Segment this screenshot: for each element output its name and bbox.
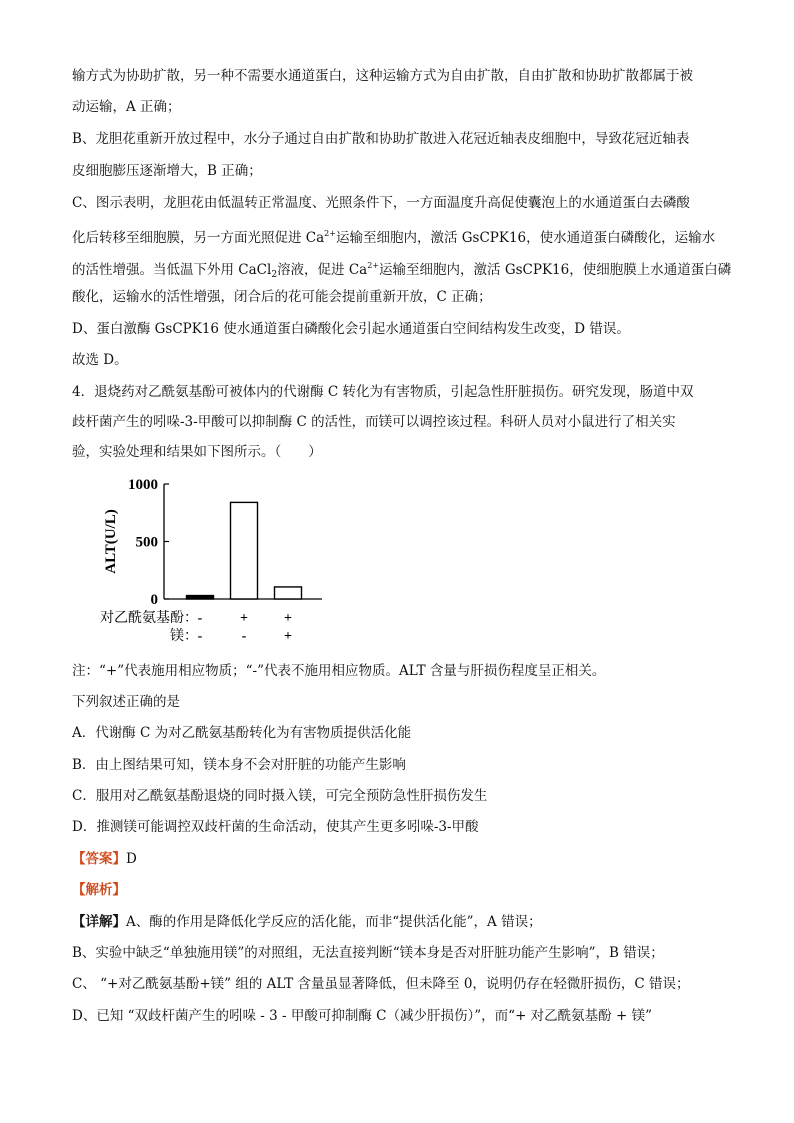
analysis-label: 【解析】	[72, 882, 126, 898]
detail-line: B、实验中缺乏“单独施用镁”的对照组，无法直接判断“镁本身是否对肝脏功能产生影响”，B 错误；	[72, 945, 664, 961]
paragraph-text: 运输至细胞内，激活 GsCPK16，使细胞膜上水通道蛋白磷	[379, 262, 732, 278]
option-c: C．服用对乙酰氨基酚退烧的同时摄入镁，可完全预防急性肝损伤发生	[72, 788, 488, 804]
sign-acetaminophen: +	[240, 611, 248, 626]
option-d: D．推测镁可能调控双歧杆菌的生命活动，使其产生更多吲哚-3-甲酸	[72, 819, 479, 835]
sign-magnesium: +	[284, 629, 292, 644]
paragraph-line: 输方式为协助扩散，另一种不需要水通道蛋白，这种运输方式为自由扩散，自由扩散和协助扩散都属于被	[72, 68, 693, 84]
paragraph-line: 动运输，A 正确；	[72, 99, 181, 115]
paragraph-line: B、龙胆花重新开放过程中，水分子通过自由扩散和协助扩散进入花冠近轴表皮细胞中，导致花冠近轴表	[72, 131, 690, 147]
paragraph-text: 运输至细胞内，激活 GsCPK16，使水通道蛋白磷酸化，运输水	[335, 230, 716, 246]
detail-line: D、已知 “双歧杆菌产生的吲哚 - 3 - 甲酸可抑制酶 C（减少肝损伤）”，而“+ 对乙酰氨基酚 + 镁”	[72, 1008, 652, 1024]
prompt-line: 下列叙述正确的是	[72, 694, 180, 710]
y-tick-label: 1000	[128, 477, 158, 493]
sign-magnesium: -	[197, 629, 203, 644]
analysis-line	[72, 880, 126, 900]
detail-text: A、酶的作用是降低化学反应的活化能，而非“提供活化能”，A 错误；	[126, 914, 542, 930]
paragraph-line: C、图示表明，龙胆花由低温转正常温度、光照条件下，一方面温度升高促使囊泡上的水通道蛋白去磷酸	[72, 195, 690, 211]
row-label-acetaminophen: 对乙酰氨基酚：	[100, 611, 198, 626]
option-b: B．由上图结果可知，镁本身不会对肝脏的功能产生影响	[72, 757, 406, 773]
question-line: 验，实验处理和结果如下图所示。（ ）	[72, 444, 322, 460]
option-a: A．代谢酶 C 为对乙酰氨基酚转化为有害物质提供活化能	[72, 725, 412, 741]
answer-line	[72, 849, 137, 869]
paragraph-line: 故选 D。	[72, 352, 128, 368]
note-line: 注：“+”代表施用相应物质；“-”代表不施用相应物质。ALT 含量与肝损伤程度呈正相关。	[72, 663, 606, 679]
answer-label: 【答案】	[72, 851, 126, 867]
y-tick-label: 500	[135, 534, 158, 551]
sign-magnesium: -	[241, 629, 247, 644]
paragraph-text: 溶液，促进 Ca	[277, 262, 368, 278]
detail-line: C、 “+对乙酰氨基酚+镁” 组的 ALT 含量虽显著降低，但未降至 0，说明仍存在轻微肝损伤，C 错误；	[72, 976, 690, 992]
answer-value: D	[126, 851, 137, 867]
paragraph-line: 酸化，运输水的活性增强，闭合后的花可能会提前重新开放，C 正确；	[72, 289, 492, 305]
detail-label: 【详解】	[72, 914, 126, 930]
sign-acetaminophen: -	[197, 611, 203, 626]
subscript: 2	[271, 270, 278, 280]
detail-line	[72, 912, 542, 932]
paragraph-line	[72, 224, 715, 248]
alt-bar-chart	[72, 470, 372, 650]
paragraph-line: D、蛋白激酶 GsCPK16 使水通道蛋白磷酸化会引起水通道蛋白空间结构发生改变，D 错误。	[72, 321, 630, 337]
chart-svg	[72, 470, 372, 650]
paragraph-text: 化后转移至细胞膜，另一方面光照促进 Ca	[72, 230, 325, 246]
sign-acetaminophen: +	[284, 611, 292, 626]
y-axis-label: ALT(U/L)	[103, 509, 119, 574]
paragraph-line: 皮细胞膨压逐渐增大，B 正确；	[72, 163, 262, 179]
row-label-magnesium: 镁：	[170, 629, 198, 644]
question-line: 歧杆菌产生的吲哚-3-甲酸可以抑制酶 C 的活性，而镁可以调控该过程。科研人员对小鼠进行了相关实	[72, 414, 676, 430]
bar	[187, 596, 214, 599]
bar	[275, 587, 302, 599]
superscript: 2+	[324, 229, 336, 238]
superscript: 2+	[367, 261, 380, 270]
question-line: 4．退烧药对乙酰氨基酚可被体内的代谢酶 C 转化为有害物质，引起急性肝脏损伤。研究发现，肠道中双	[72, 384, 694, 400]
paragraph-text: 的活性增强。当低温下外用 CaCl	[72, 262, 272, 278]
paragraph-line	[72, 256, 731, 285]
y-tick-label: 0	[150, 592, 158, 608]
bar	[231, 502, 258, 599]
